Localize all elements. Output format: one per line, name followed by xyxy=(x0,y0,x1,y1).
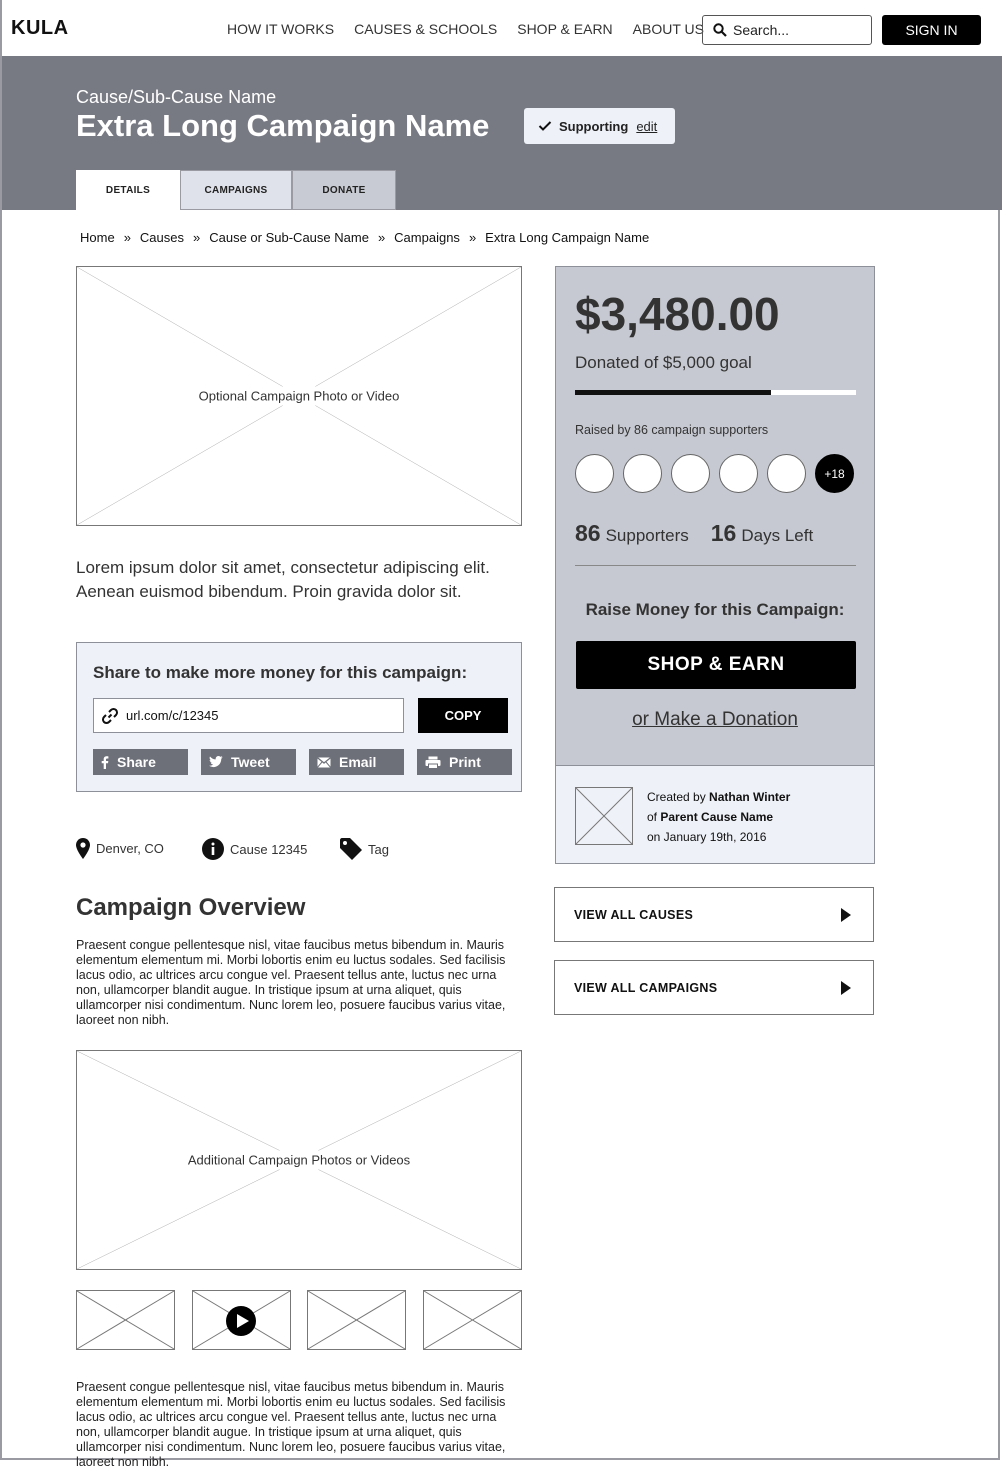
share-title: Share to make more money for this campaign: xyxy=(93,663,468,682)
avatar[interactable] xyxy=(719,454,758,493)
amount-raised: $3,480.00 xyxy=(575,288,780,340)
checkmark-icon xyxy=(538,120,552,132)
email-label: Email xyxy=(339,754,377,770)
arrow-right-icon xyxy=(841,981,851,995)
supporter-avatars xyxy=(575,454,854,493)
breadcrumb-current: Extra Long Campaign Name xyxy=(485,230,650,245)
edit-link[interactable]: edit xyxy=(636,118,658,134)
progress-fill xyxy=(575,390,771,395)
nav-about-us[interactable]: ABOUT US xyxy=(632,21,704,37)
breadcrumb-campaigns[interactable]: Campaigns xyxy=(394,230,460,245)
campaign-photo-placeholder[interactable] xyxy=(76,266,522,526)
sign-in-button[interactable]: SIGN IN xyxy=(882,15,981,45)
divider xyxy=(575,565,856,566)
breadcrumb-causes[interactable]: Causes xyxy=(139,230,184,245)
thumbnail[interactable] xyxy=(307,1290,406,1350)
email-button[interactable] xyxy=(309,749,404,775)
print-button[interactable] xyxy=(417,749,512,775)
nav-links xyxy=(227,21,704,37)
campaign-stats xyxy=(575,520,813,547)
supporting-label: Supporting xyxy=(559,118,629,134)
raised-by-text: Raised by 86 campaign supporters xyxy=(575,423,769,437)
additional-photos-label: Additional Campaign Photos or Videos xyxy=(187,1152,411,1168)
cause-id-text: Cause 12345 xyxy=(230,841,308,857)
make-donation-link[interactable]: or Make a Donation xyxy=(632,709,798,730)
tag-icon xyxy=(340,838,362,860)
parent-cause-name[interactable]: Parent Cause Name xyxy=(660,810,774,824)
play-icon[interactable] xyxy=(226,1306,256,1336)
nav-causes-schools[interactable]: CAUSES & SCHOOLS xyxy=(354,21,498,37)
cause-name[interactable]: Cause/Sub-Cause Name xyxy=(76,87,277,107)
nav-how-it-works[interactable]: HOW IT WORKS xyxy=(227,21,335,37)
creator-info: Created by Nathan Winter of Parent Cause Name on January 19th, 2016 xyxy=(647,787,790,847)
location-meta[interactable] xyxy=(76,838,164,859)
facebook-share-button[interactable] xyxy=(93,749,188,775)
cause-id-meta[interactable] xyxy=(202,838,307,860)
arrow-right-icon xyxy=(841,908,851,922)
bottom-text: Praesent congue pellentesque nisl, vitae faucibus metus bibendum in. Mauris elementum elementum mi. Morbi lobortis enim eu luctus sodales. Sed facilisis lacus odio, ac ultrices arcu congue vel. Praesent tellus ante, luctus nec urna non, ullamcorper blandit augue. In tristique ipsum at urna aliquet, quis ullamcorper nisi condimentum. Nunc lorem leo, posuere faucibus varius vitae, laoreet non nibh. xyxy=(76,1380,506,1469)
tweet-button[interactable] xyxy=(201,749,296,775)
view-all-campaigns-button[interactable]: VIEW ALL CAMPAIGNS xyxy=(554,960,874,1015)
campaign-lead-text: Lorem ipsum dolor sit amet, consectetur adipiscing elit. Aenean euismod bibendum. Proin gravida dolor sit. xyxy=(76,558,490,601)
creator-name[interactable]: Nathan Winter xyxy=(709,790,791,804)
print-icon xyxy=(425,756,441,769)
campaign-title: Extra Long Campaign Name xyxy=(76,108,490,143)
campaign-tabs xyxy=(76,170,396,211)
facebook-icon xyxy=(101,756,109,769)
share-box xyxy=(76,642,522,792)
additional-photos-placeholder[interactable] xyxy=(76,1050,522,1270)
copy-button[interactable]: COPY xyxy=(418,698,508,733)
overview-text: Praesent congue pellentesque nisl, vitae faucibus metus bibendum in. Mauris elementum elementum mi. Morbi lobortis enim eu luctus sodales. Sed facilisis lacus odio, ac ultrices arcu congue vel. Praesent tellus ante, luctus nec urna non, ullamcorper blandit augue. In tristique ipsum at urna aliquet, quis ullamcorper nisi condimentum. Nunc lorem leo, posuere faucibus varius vitae, laoreet non nibh. xyxy=(76,938,506,1027)
breadcrumb xyxy=(80,230,649,245)
tweet-label: Tweet xyxy=(231,754,270,770)
search-placeholder: Search... xyxy=(733,22,790,38)
breadcrumb-separator: » xyxy=(193,230,201,245)
thumbnail[interactable] xyxy=(423,1290,522,1350)
email-icon xyxy=(317,757,331,768)
overview-heading: Campaign Overview xyxy=(76,894,306,921)
share-url-field[interactable] xyxy=(93,698,404,733)
breadcrumb-separator: » xyxy=(377,230,386,245)
top-nav xyxy=(2,0,1002,56)
tab-donate[interactable]: DONATE xyxy=(292,170,396,210)
view-all-causes-button[interactable]: VIEW ALL CAUSES xyxy=(554,887,874,942)
avatar[interactable] xyxy=(575,454,614,493)
print-label: Print xyxy=(449,754,481,770)
location-text: Denver, CO xyxy=(96,841,164,856)
tab-details[interactable]: DETAILS xyxy=(76,170,180,211)
breadcrumb-separator: » xyxy=(123,230,131,245)
creator-card xyxy=(555,765,875,864)
link-icon xyxy=(100,706,120,726)
map-pin-icon xyxy=(76,838,90,859)
breadcrumb-home[interactable]: Home xyxy=(80,230,115,245)
avatar[interactable] xyxy=(767,454,806,493)
search-input[interactable] xyxy=(702,15,872,45)
raise-money-heading: Raise Money for this Campaign: xyxy=(585,600,845,619)
thumbnail[interactable] xyxy=(76,1290,175,1350)
progress-bar xyxy=(575,390,856,395)
supporting-badge[interactable] xyxy=(524,108,675,144)
donation-panel xyxy=(555,266,875,766)
share-url-value: url.com/c/12345 xyxy=(126,708,219,723)
search-icon xyxy=(713,23,727,37)
tab-campaigns[interactable]: CAMPAIGNS xyxy=(180,170,292,210)
avatar[interactable] xyxy=(623,454,662,493)
more-supporters-badge[interactable]: +18 xyxy=(815,454,854,493)
campaign-hero xyxy=(2,56,1002,210)
breadcrumb-cause[interactable]: Cause or Sub-Cause Name xyxy=(209,230,369,245)
kula-logo[interactable]: KULA xyxy=(11,17,69,39)
supporters-stat: 86 Supporters xyxy=(575,520,689,546)
days-left-stat: 16 Days Left xyxy=(710,520,814,546)
creator-avatar-placeholder[interactable] xyxy=(575,787,633,845)
video-thumbnail[interactable] xyxy=(192,1290,291,1350)
shop-earn-button[interactable]: SHOP & EARN xyxy=(576,641,856,689)
tag-meta[interactable] xyxy=(340,838,389,860)
avatar[interactable] xyxy=(671,454,710,493)
goal-text: Donated of $5,000 goal xyxy=(575,353,752,372)
tag-text: Tag xyxy=(368,841,389,857)
breadcrumb-separator: » xyxy=(468,230,477,245)
nav-shop-earn[interactable]: SHOP & EARN xyxy=(517,21,613,37)
share-label: Share xyxy=(117,754,156,770)
created-date: on January 19th, 2016 xyxy=(647,830,767,844)
photo-label: Optional Campaign Photo or Video xyxy=(198,388,400,404)
info-icon xyxy=(202,838,224,860)
twitter-icon xyxy=(209,756,223,768)
